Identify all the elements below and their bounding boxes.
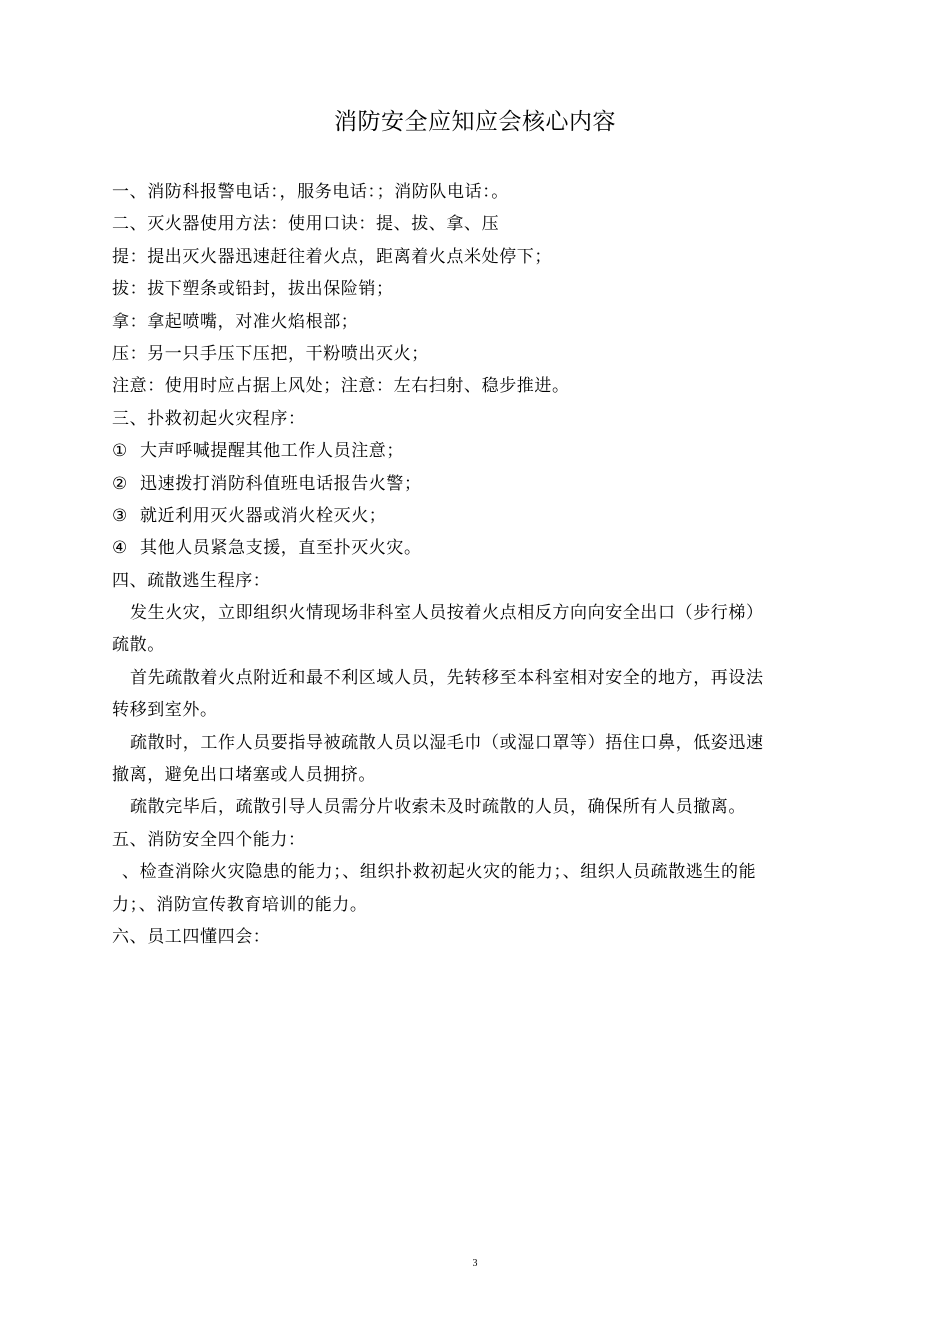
step-text: 大声呼喊提醒其他工作人员注意； <box>140 441 404 462</box>
section-4-heading: 四、疏散逃生程序： <box>112 570 271 591</box>
step-text: 迅速拨打消防科值班电话报告火警； <box>140 473 422 494</box>
procedure-step <box>112 500 834 532</box>
step-pull: 拔：拔下塑条或铅封，拔出保险销； <box>112 279 394 300</box>
procedure-step <box>112 468 834 500</box>
step-press: 压：另一只手压下压把，干粉喷出灭火； <box>112 343 429 364</box>
page-number: 3 <box>472 1258 478 1269</box>
evacuation-paragraph-2-line-2: 转移到室外。 <box>112 700 218 721</box>
step-take: 拿：拿起喷嘴，对准火焰根部； <box>112 311 359 332</box>
evacuation-paragraph-3-line-1: 疏散时，工作人员要指导被疏散人员以湿毛巾（或湿口罩等）捂住口鼻，低姿迅速 <box>130 732 764 753</box>
procedure-step <box>112 532 834 564</box>
step-lift: 提：提出灭火器迅速赶往着火点，距离着火点米处停下； <box>112 246 552 267</box>
step-marker: ① <box>112 441 128 462</box>
procedure-step <box>112 435 834 467</box>
evacuation-paragraph-3-line-2: 撤离，避免出口堵塞或人员拥挤。 <box>112 765 376 786</box>
section-3-heading: 三、扑救初起火灾程序： <box>112 408 306 429</box>
evacuation-paragraph-2-line-1: 首先疏散着火点附近和最不利区域人员，先转移至本科室相对安全的地方，再设法 <box>130 667 764 688</box>
section-5-heading: 五、消防安全四个能力： <box>112 829 306 850</box>
section-1-hotlines: 一、消防科报警电话：，服务电话：；消防队电话：。 <box>112 182 509 202</box>
step-marker: ③ <box>112 505 128 526</box>
step-marker: ④ <box>112 538 128 559</box>
usage-note: 注意：使用时应占据上风处；注意：左右扫射、稳步推进。 <box>112 376 570 397</box>
section-2-heading: 二、灭火器使用方法：使用口诀：提、拔、拿、压 <box>112 214 500 235</box>
document-body <box>112 176 834 953</box>
step-text: 其他人员紧急支援，直至扑灭火灾。 <box>140 538 422 559</box>
document-title: 消防安全应知应会核心内容 <box>334 109 616 135</box>
evacuation-paragraph-1-line-1: 发生火灾，立即组织火情现场非科室人员按着火点相反方向向安全出口（步行梯） <box>130 603 764 624</box>
abilities-line-2: 力；、消防宣传教育培训的能力。 <box>112 894 368 915</box>
section-6-heading: 六、员工四懂四会： <box>112 926 271 947</box>
abilities-line-1: 、检查消除火灾隐患的能力；、组织扑救初起火灾的能力；、组织人员疏散逃生的能 <box>122 862 757 883</box>
evacuation-paragraph-1-line-2: 疏散。 <box>112 635 165 656</box>
step-marker: ② <box>112 473 128 494</box>
evacuation-paragraph-4: 疏散完毕后，疏散引导人员需分片收索未及时疏散的人员，确保所有人员撤离。 <box>130 797 746 818</box>
step-text: 就近利用灭火器或消火栓灭火； <box>140 505 387 526</box>
